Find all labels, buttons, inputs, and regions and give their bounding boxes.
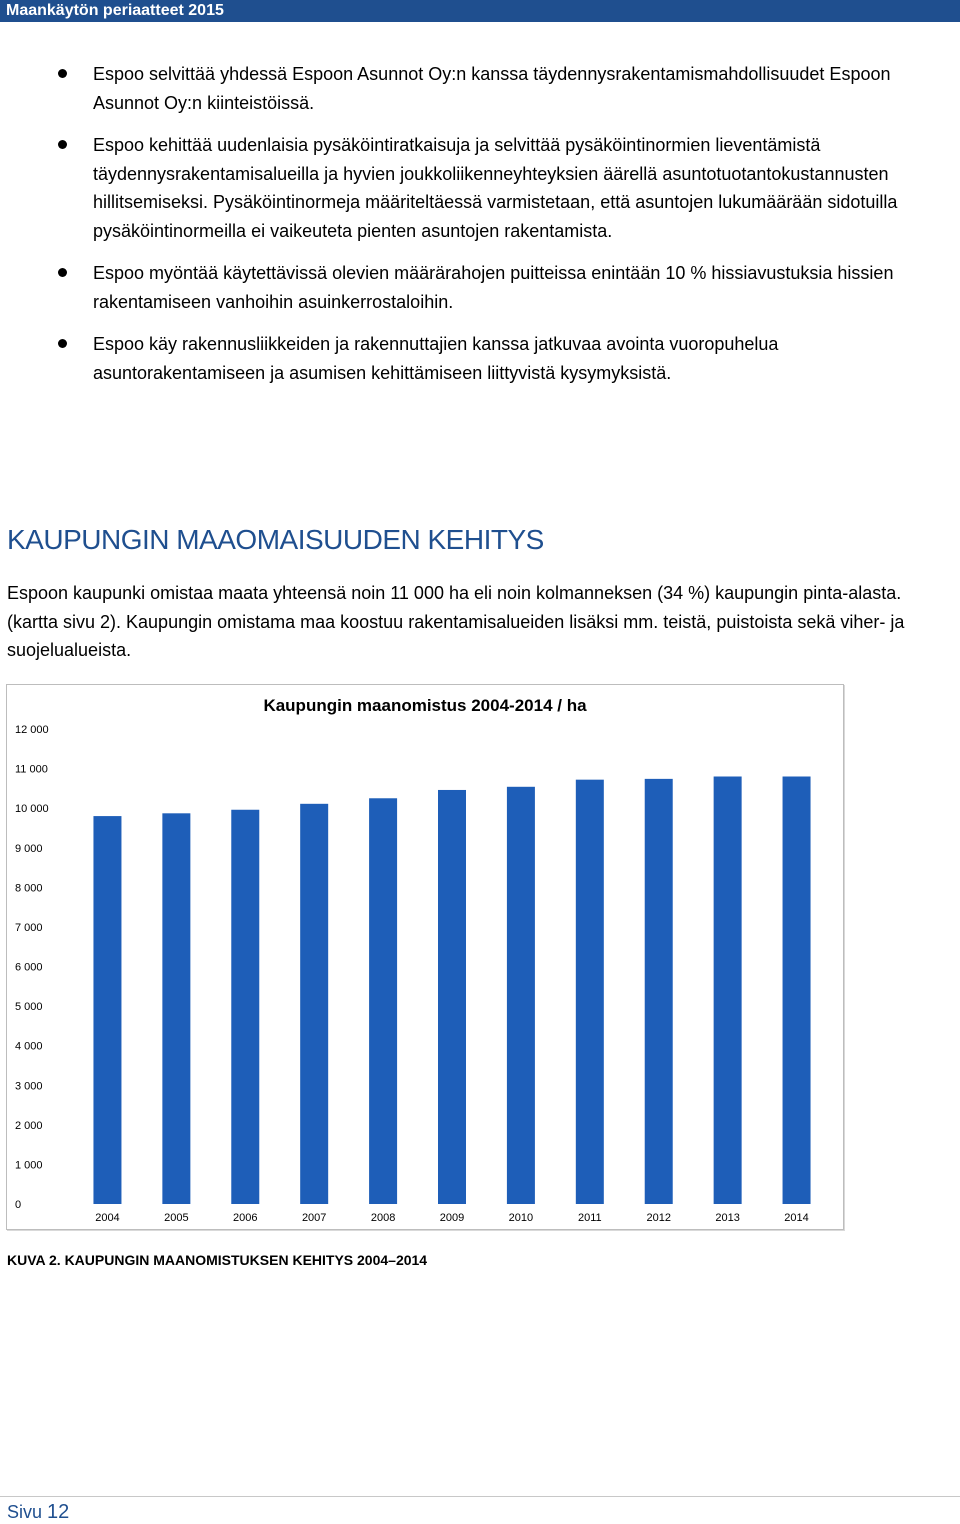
land-ownership-chart	[6, 684, 844, 1230]
y-tick-label: 12 000	[15, 724, 49, 736]
bar-2008	[369, 798, 397, 1204]
x-tick-label: 2011	[577, 1212, 602, 1224]
y-tick-label: 10 000	[15, 803, 49, 816]
bar-2011	[576, 780, 604, 1204]
y-tick-label: 5 000	[15, 1001, 43, 1014]
figure-caption: KUVA 2. KAUPUNGIN MAANOMISTUKSEN KEHITYS 2004–2014	[7, 1252, 428, 1268]
x-tick-label: 2007	[301, 1212, 327, 1224]
chart-svg	[7, 685, 843, 1229]
page-number: 12	[47, 1501, 70, 1523]
bullet-text: Espoo myöntää käytettävissä olevien määrärahojen puitteissa enintään 10 % hissiavustuksia hissien rakentamiseen vanhoihin asuinkerrostaloihin.	[93, 263, 894, 312]
y-tick-label: 8 000	[15, 882, 43, 895]
bullet-text: Espoo kehittää uudenlaisia pysäköintiratkaisuja ja selvittää pysäköintinormien lieventämistä täydennysrakentamisalueilla ja hyvien joukkoliikenneyhteyksien äärellä asuntotuotantokustannusten hillitsemiseksi. Pysäköintinormeja määriteltäessä varmistetaan, että asuntojen lukumäärään sidotuilla pysäköintinormeilla ei vaikeuteta pienten asuntojen rakentamista.	[93, 135, 898, 241]
bullet-list	[55, 60, 950, 401]
x-tick-label: 2008	[370, 1212, 396, 1224]
x-tick-label: 2014	[784, 1212, 809, 1224]
bar-2006	[231, 810, 259, 1204]
bullet-icon	[58, 69, 67, 78]
x-tick-label: 2006	[233, 1212, 258, 1224]
document-title: Maankäytön periaatteet 2015	[6, 2, 224, 19]
y-tick-label: 11 000	[15, 763, 48, 776]
x-tick-label: 2012	[646, 1212, 671, 1224]
bar-2013	[714, 777, 742, 1205]
x-tick-label: 2005	[164, 1212, 189, 1224]
list-item	[55, 131, 950, 245]
bullet-icon	[58, 339, 67, 348]
x-tick-label: 2010	[508, 1212, 534, 1224]
chart-title: Kaupungin maanomistus 2004-2014 / ha	[263, 696, 587, 715]
bullet-text: Espoo käy rakennusliikkeiden ja rakennuttajien kanssa jatkuvaa avointa vuoropuhelua asuntorakentamiseen ja asumisen kehittämiseen liittyvistä kysymyksistä.	[93, 334, 779, 383]
y-tick-label: 7 000	[15, 921, 43, 934]
bar-2009	[438, 790, 466, 1204]
bar-2005	[162, 813, 190, 1204]
list-item	[55, 259, 950, 316]
bar-2012	[645, 779, 673, 1204]
bullet-icon	[58, 140, 67, 149]
y-tick-label: 4 000	[15, 1040, 43, 1053]
x-tick-label: 2004	[95, 1212, 120, 1224]
bar-2007	[300, 804, 328, 1204]
section-heading: KAUPUNGIN MAAOMAISUUDEN KEHITYS	[7, 524, 544, 555]
y-tick-label: 0	[15, 1199, 22, 1211]
x-tick-label: 2013	[715, 1212, 740, 1224]
page-footer	[7, 1500, 69, 1524]
bar-2014	[783, 777, 811, 1205]
y-tick-label: 1 000	[15, 1159, 43, 1172]
footer-divider	[0, 1496, 960, 1497]
y-tick-label: 6 000	[15, 961, 43, 974]
x-tick-label: 2009	[439, 1212, 465, 1224]
list-item	[55, 60, 950, 117]
bar-2010	[507, 787, 535, 1204]
bullet-text: Espoo selvittää yhdessä Espoon Asunnot Oy:n kanssa täydennysrakentamismahdollisuudet Espoon Asunnot Oy:n kiinteistöissä.	[93, 64, 891, 113]
list-item	[55, 330, 950, 387]
y-tick-label: 3 000	[15, 1080, 43, 1093]
page-header	[0, 0, 960, 22]
y-tick-label: 9 000	[15, 842, 43, 855]
page-label: Sivu	[7, 1502, 43, 1522]
bar-2004	[93, 816, 121, 1204]
y-tick-label: 2 000	[15, 1119, 43, 1132]
bullet-icon	[58, 268, 67, 277]
section-paragraph: Espoon kaupunki omistaa maata yhteensä noin 11 000 ha eli noin kolmanneksen (34 %) kaupungin pinta-alasta. (kartta sivu 2). Kaupungin omistama maa koostuu rakentamisalueiden lisäksi mm. teistä, puistoista sekä viher- ja suojelualueista.	[7, 583, 905, 660]
